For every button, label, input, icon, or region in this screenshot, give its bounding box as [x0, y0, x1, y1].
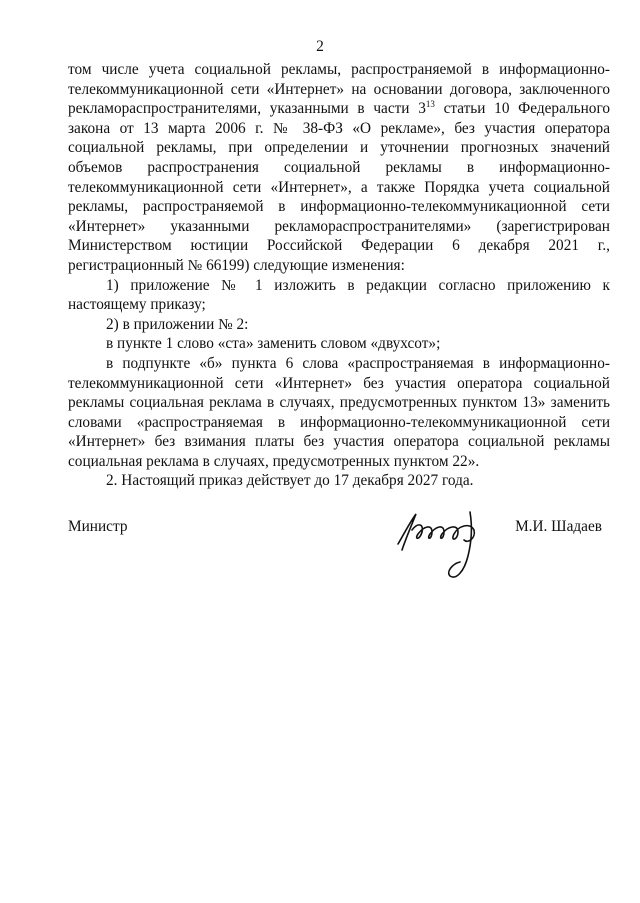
paragraph-item-2: 2) в приложении № 2: — [106, 315, 249, 333]
paragraph-item-1: 1) приложение № 1 изложить в редакции согласно приложению к настоящему приказу; — [68, 276, 610, 314]
signatory-title: Министр — [68, 518, 128, 535]
document-body — [68, 60, 610, 491]
signatory-name: М.И. Шадаев — [515, 518, 602, 535]
paragraph-text: том числе учета социальной рекламы, распространяемой в информационно-телекоммуникационной сети «Интернет» на основании договора, заключенного рекламораспространителями, указанными в части 3 — [68, 61, 610, 118]
signature-block — [68, 514, 610, 604]
paragraph-clause-1: в пункте 1 слово «ста» заменить словом «двухсот»; — [106, 335, 441, 353]
paragraph-validity: 2. Настоящий приказ действует до 17 декабря 2027 года. — [106, 472, 474, 490]
superscript-part-number: 13 — [425, 99, 435, 110]
page-number: 2 — [316, 38, 324, 55]
paragraph-text: статьи 10 Федерального закона от 13 марта 2006 г. № 38-ФЗ «О рекламе», без участия оператора социальной рекламы, при определении и уточнении прогнозных значений объемов распространения социальной рекламы в информационно-телекоммуникационной сети «Интернет», а также Порядка учета социальной рекламы, распространяемой в информационно-телекоммуникационной сети «Интернет» указанными рекламораспространителями» (зарегистрирован Министерством юстиции Российской Федерации 6 декабря 2021 г., регистрационный № 66199) следующие изменения: — [68, 100, 610, 274]
handwritten-signature — [388, 500, 498, 592]
paragraph-amendments-intro — [68, 60, 610, 276]
paragraph-clause-6b: в подпункте «б» пункта 6 слова «распространяемая в информационно-телекоммуникационной сети «Интернет» без участия оператора социальной рекламы социальная реклама в случаях, предусмотренных пунктом 13» заменить словами «распространяемая в информационно-телекоммуникационной сети «Интернет» без взимания платы без участия оператора социальной рекламы социальная реклама в случаях, предусмотренных пунктом 22». — [68, 354, 610, 470]
